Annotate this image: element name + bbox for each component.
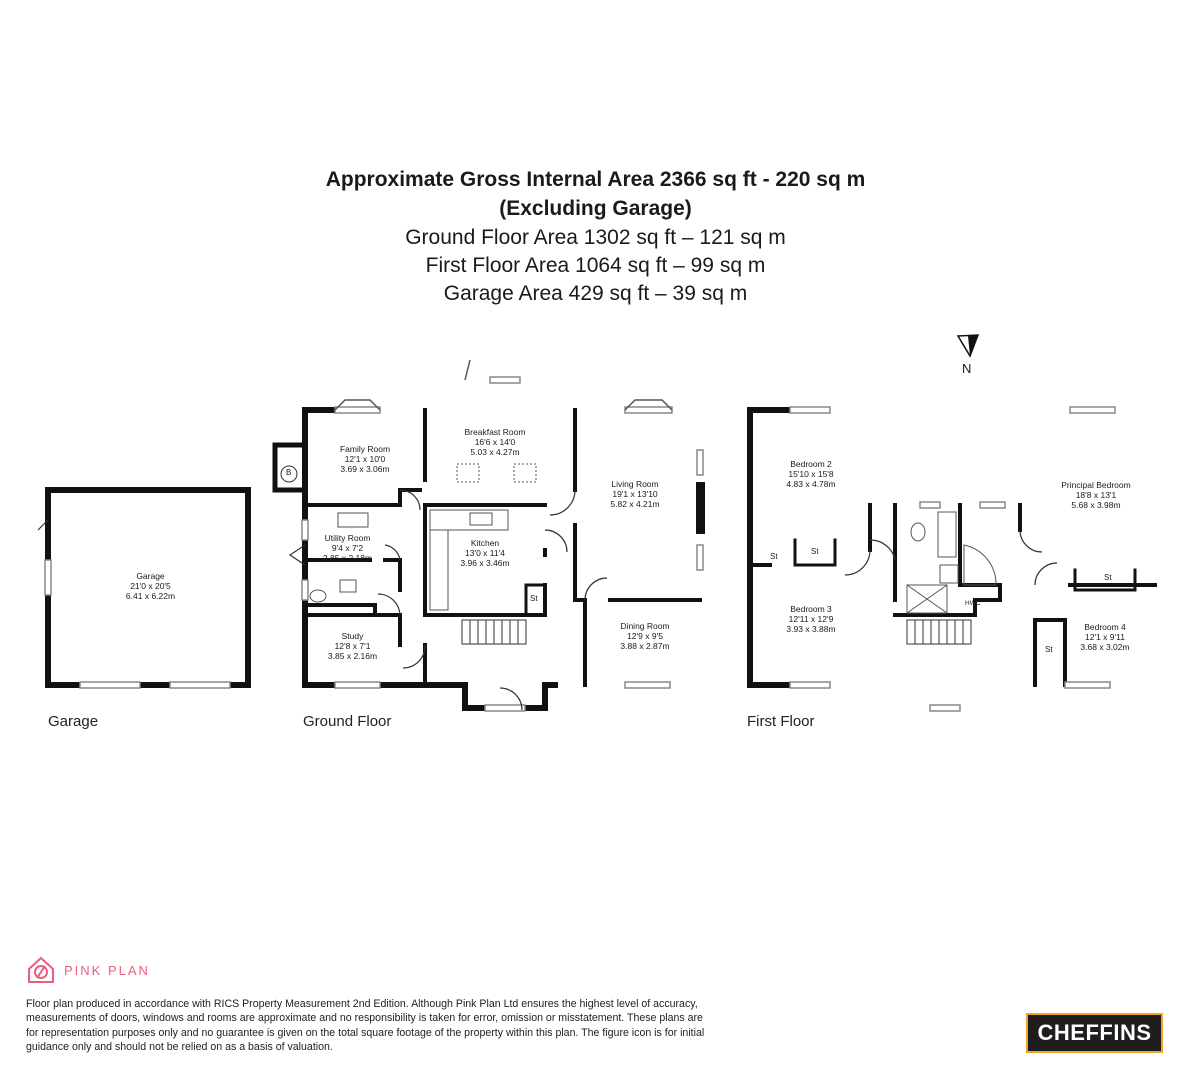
room-dims-imperial: 19'1 x 13'10 — [612, 489, 658, 499]
room-name: Bedroom 3 — [790, 604, 832, 614]
room-dims-metric: 5.68 x 3.98m — [1071, 500, 1121, 510]
room-dims-imperial: 16'6 x 14'0 — [474, 437, 516, 447]
room-dims-metric: 3.96 x 3.46m — [460, 558, 510, 568]
room-breakfast — [450, 427, 540, 457]
ground-floor-area: Ground Floor Area 1302 sq ft – 121 sq m — [405, 226, 786, 249]
room-living — [590, 479, 680, 509]
first-floor-area: First Floor Area 1064 sq ft – 99 sq m — [425, 254, 766, 277]
room-principal-bedroom — [1050, 480, 1142, 510]
room-kitchen — [440, 538, 530, 568]
room-dims-metric: 3.85 x 2.16m — [327, 651, 378, 661]
room-family — [320, 444, 410, 474]
room-dims-metric: 2.85 x 2.18m — [322, 553, 373, 563]
room-name: Dining Room — [620, 621, 670, 631]
room-dims-metric: 3.88 x 2.87m — [620, 641, 670, 651]
room-name: Bedroom 2 — [790, 459, 832, 469]
room-bedroom-4 — [1065, 622, 1145, 652]
room-dims-imperial: 18'8 x 13'1 — [1075, 490, 1117, 500]
room-dims-metric: 3.93 x 3.88m — [786, 624, 836, 634]
room-dims-imperial: 13'0 x 11'4 — [465, 548, 505, 558]
room-bedroom-3 — [766, 604, 856, 634]
room-dims-imperial: 12'1 x 9'11 — [1085, 632, 1125, 642]
hwc-label: HWC — [965, 600, 981, 607]
area-title: Approximate Gross Internal Area 2366 sq ft - 220 sq m — [325, 168, 866, 191]
room-dims-imperial: 15'10 x 15'8 — [788, 469, 834, 479]
compass-label: N — [962, 361, 972, 376]
room-dims-metric: 3.68 x 3.02m — [1080, 642, 1130, 652]
boiler-label: B — [286, 468, 292, 477]
room-study — [310, 631, 395, 661]
store-label: St — [1104, 573, 1112, 582]
store-label: St — [530, 594, 538, 603]
garage-section-label: Garage — [48, 713, 99, 730]
brand-name: PINK PLAN — [64, 962, 150, 978]
ground-floor-label: Ground Floor — [303, 713, 392, 730]
north-arrow-icon — [958, 335, 978, 356]
room-bedroom-2 — [766, 459, 856, 489]
store-label: St — [1045, 645, 1053, 654]
garage-area: Garage Area 429 sq ft – 39 sq m — [443, 282, 748, 305]
room-name: Breakfast Room — [464, 427, 526, 437]
room-dims-metric: 3.69 x 3.06m — [340, 464, 390, 474]
room-name: Utility Room — [324, 533, 371, 543]
room-name: Bedroom 4 — [1084, 622, 1126, 632]
room-name: Study — [341, 631, 364, 641]
room-garage — [98, 571, 203, 601]
room-name: Family Room — [339, 444, 391, 454]
room-dims-imperial: 12'9 x 9'5 — [627, 631, 663, 641]
room-dims-imperial: 12'1 x 10'0 — [344, 454, 386, 464]
room-name: Garage — [136, 571, 165, 581]
room-dims-metric: 5.03 x 4.27m — [470, 447, 520, 457]
room-name: Kitchen — [470, 538, 500, 548]
room-dims-imperial: 12'11 x 12'9 — [788, 614, 834, 624]
disclaimer-text: Floor plan produced in accordance with RICS Property Measurement 2nd Edition. Although Pink Plan Ltd ensures the highest level of accuracy, measurements of doors, windows and rooms are approximate and no responsibility is taken for error, omission or misstatement. These plans are for representation purposes only and no guarantee is given on the total square footage of the property within this plan. The figure icon is for initial guidance only and should not be relied on as a basis of valuation. — [26, 998, 705, 1053]
room-dims-imperial: 9'4 x 7'2 — [331, 543, 364, 553]
room-name: Principal Bedroom — [1061, 480, 1131, 490]
room-dining — [600, 621, 690, 651]
store-label: St — [811, 547, 819, 556]
pink-plan-logo-icon — [26, 955, 56, 985]
room-name: Living Room — [611, 479, 659, 489]
room-dims-metric: 5.82 x 4.21m — [610, 499, 660, 509]
pink-plan-brand — [26, 955, 150, 985]
cheffins-logo: CHEFFINS — [1026, 1013, 1163, 1053]
room-utility — [305, 533, 390, 563]
room-dims-imperial: 12'8 x 7'1 — [334, 641, 371, 651]
room-dims-imperial: 21'0 x 20'5 — [130, 581, 171, 591]
area-subtitle: (Excluding Garage) — [499, 197, 692, 220]
room-dims-metric: 6.41 x 6.22m — [125, 591, 176, 601]
first-floor-label: First Floor — [747, 713, 815, 730]
room-dims-metric: 4.83 x 4.78m — [786, 479, 836, 489]
store-label: St — [770, 552, 778, 561]
